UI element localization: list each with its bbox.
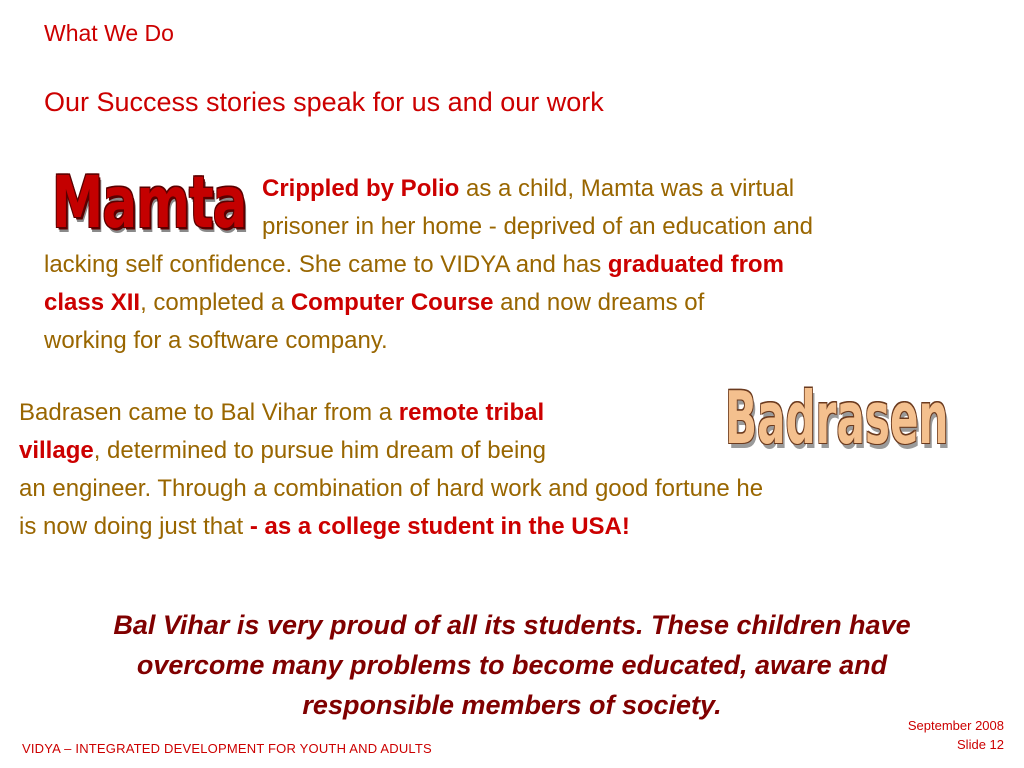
mamta-highlight-graduated: graduated from (607, 251, 784, 278)
badrasen-text: , determined to pursue him dream of being (93, 437, 546, 464)
badrasen-line-4 (19, 508, 1019, 546)
closing-statement (20, 605, 1004, 725)
closing-line-1: Bal Vihar is very proud of all its students. These children have (113, 610, 911, 640)
badrasen-highlight-tribal: remote tribal (398, 399, 545, 426)
mamta-highlight-class: class XII (44, 289, 141, 316)
footer-organization: VIDYA – INTEGRATED DEVELOPMENT FOR YOUTH AND ADULTS (22, 741, 432, 756)
mamta-text: and now dreams of (493, 289, 705, 316)
mamta-wordart: Mamta (52, 161, 247, 245)
badrasen-highlight-village: village (19, 437, 94, 464)
section-title: What We Do (44, 20, 174, 46)
badrasen-line-3: an engineer. Through a combination of hard work and good fortune he (19, 475, 764, 502)
mamta-line-3 (44, 246, 1019, 284)
badrasen-highlight-usa: - as a college student in the USA! (249, 513, 630, 540)
mamta-text: lacking self confidence. She came to VIDYA and has (44, 251, 608, 278)
footer-meta (908, 716, 1004, 754)
mamta-text: , completed a (140, 289, 291, 316)
badrasen-wordart: Badrasen (725, 376, 949, 461)
badrasen-text: Badrasen came to Bal Vihar from a (19, 399, 399, 426)
closing-line-3: responsible members of society. (302, 690, 722, 720)
slide-number: Slide 12 (957, 737, 1004, 752)
closing-line-2: overcome many problems to become educated, aware and (136, 650, 888, 680)
mamta-highlight-computer: Computer Course (290, 289, 494, 316)
slide-heading: Our Success stories speak for us and our work (44, 87, 604, 117)
mamta-text: as a child, Mamta was a virtual (459, 175, 795, 202)
badrasen-text: is now doing just that (19, 513, 250, 540)
mamta-line-4 (44, 284, 1019, 322)
mamta-line-2: prisoner in her home - deprived of an education and (262, 213, 814, 240)
footer-date: September 2008 (907, 718, 1004, 733)
mamta-line-5: working for a software company. (44, 327, 388, 354)
mamta-highlight-polio: Crippled by Polio (262, 175, 460, 202)
